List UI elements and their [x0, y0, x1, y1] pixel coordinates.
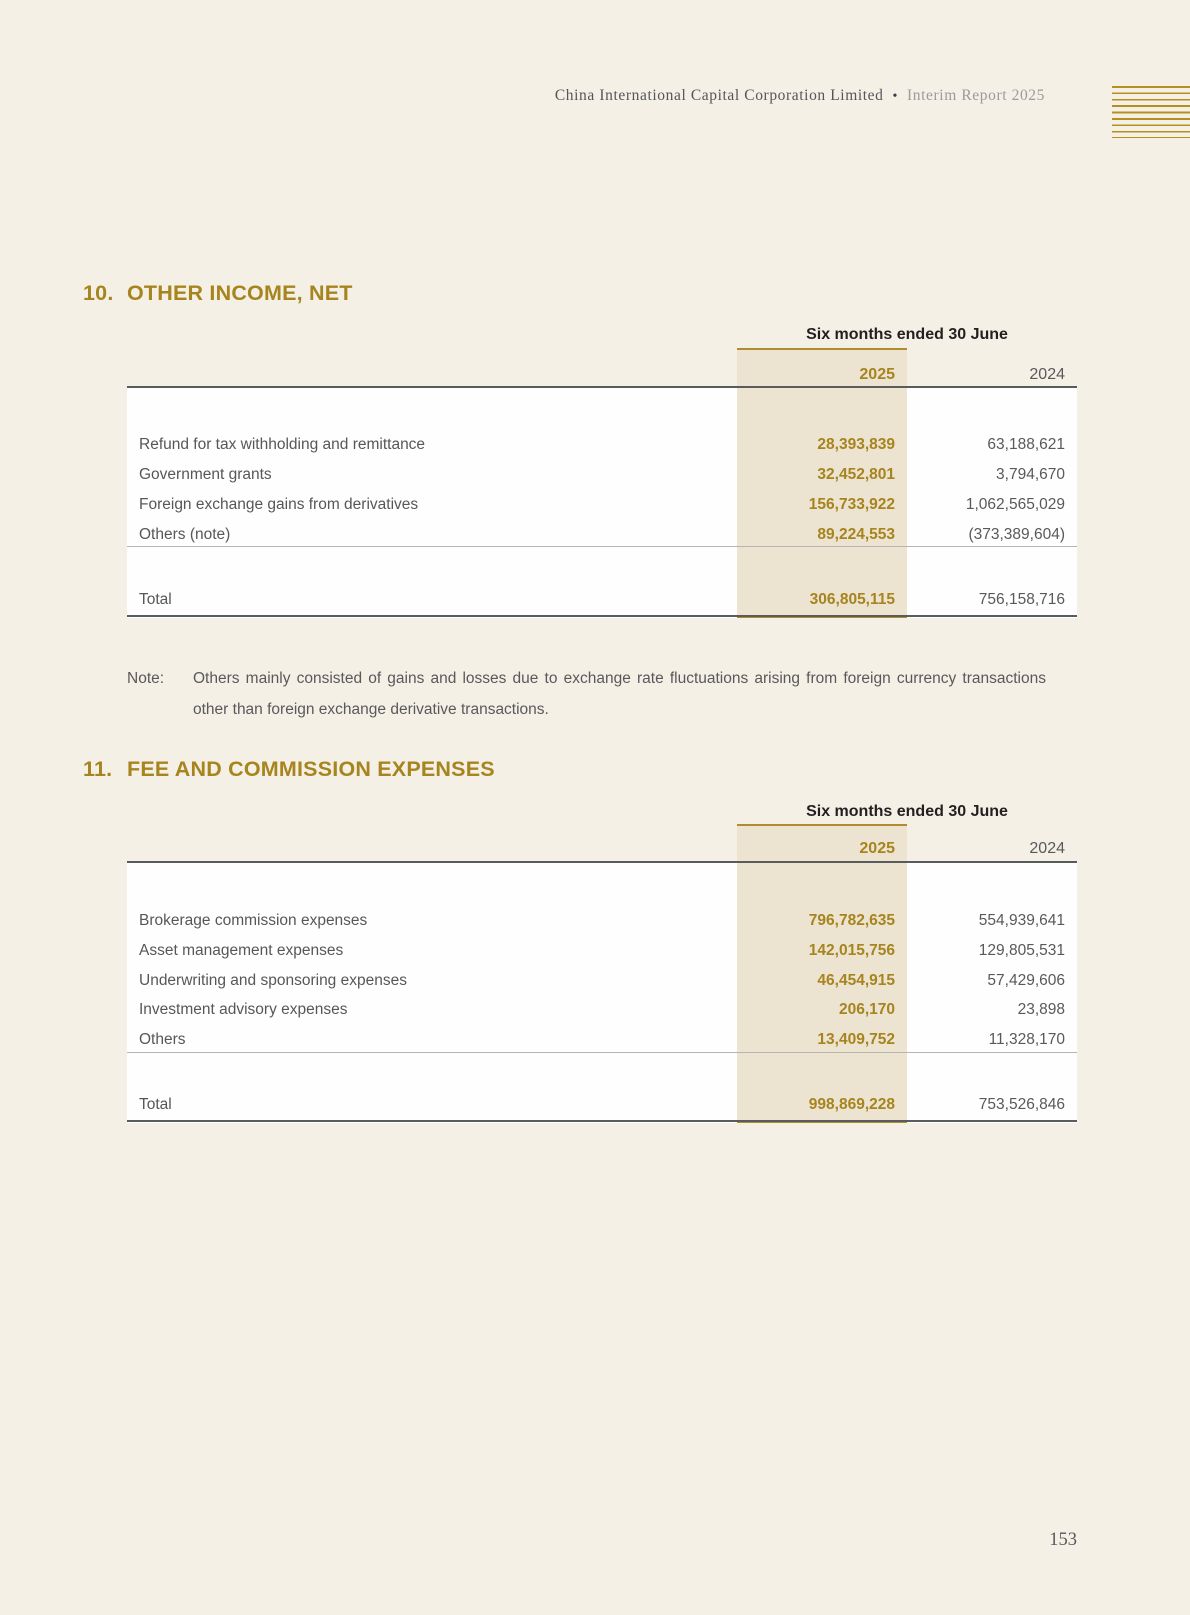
table-row	[127, 430, 1077, 460]
table-bottom-rule	[127, 615, 1077, 617]
row-value-2025: 142,015,756	[808, 942, 895, 959]
row-label: Others (note)	[139, 526, 231, 543]
row-label: Government grants	[139, 466, 272, 483]
row-value-2025: 89,224,553	[817, 526, 895, 543]
section-11-title: FEE AND COMMISSION EXPENSES	[127, 757, 495, 781]
section-11-number: 11.	[83, 757, 113, 781]
row-label: Others	[139, 1031, 186, 1048]
row-label: Investment advisory expenses	[139, 1001, 348, 1018]
row-value-2024: 63,188,621	[987, 436, 1065, 453]
note-text: Others mainly consisted of gains and losses due to exchange rate fluctuations arising from foreign currency transactions other than foreign exchange derivative transactions.	[193, 670, 1046, 718]
row-label: Refund for tax withholding and remittance	[139, 436, 426, 453]
row-value-2025: 28,393,839	[817, 436, 895, 453]
row-value-2024: 57,429,606	[987, 972, 1065, 989]
column-header-2024: 2024	[1029, 366, 1065, 383]
total-value-2025: 998,869,228	[808, 1096, 895, 1113]
table-row	[127, 460, 1077, 490]
year-header-row	[127, 365, 1077, 385]
table-row	[127, 1025, 1077, 1055]
row-value-2025: 156,733,922	[808, 496, 895, 513]
page-header	[0, 87, 1045, 105]
section-10-heading	[83, 280, 353, 306]
row-value-2025: 46,454,915	[817, 972, 895, 989]
table-row	[127, 966, 1077, 996]
row-value-2025: 796,782,635	[808, 912, 895, 929]
column-header-2025: 2025	[859, 840, 895, 857]
fee-commission-table	[127, 802, 1077, 1123]
total-label: Total	[139, 1096, 172, 1113]
row-value-2024: 11,328,170	[988, 1031, 1065, 1048]
total-value-2024: 753,526,846	[978, 1096, 1065, 1113]
row-value-2025: 13,409,752	[817, 1031, 895, 1048]
row-value-2024: 23,898	[1017, 1001, 1065, 1018]
year-header-row	[127, 839, 1077, 859]
row-value-2024: 554,939,641	[978, 912, 1065, 929]
table-top-rule	[127, 386, 1077, 388]
row-label: Asset management expenses	[139, 942, 344, 959]
row-value-2025: 206,170	[838, 1001, 895, 1018]
table-top-rule	[127, 861, 1077, 863]
row-value-2024: 129,805,531	[978, 942, 1065, 959]
total-label: Total	[139, 591, 172, 608]
page-number: 153	[1049, 1530, 1077, 1550]
period-header: Six months ended 30 June	[806, 803, 1008, 820]
section-10-title: OTHER INCOME, NET	[127, 281, 353, 305]
total-value-2025: 306,805,115	[809, 591, 895, 608]
cicc-stripes-logo-icon	[1112, 86, 1190, 138]
table-row	[127, 490, 1077, 520]
note-block	[127, 663, 1046, 725]
total-value-2024: 756,158,716	[978, 591, 1065, 608]
company-name: China International Capital Corporation Limited	[554, 87, 884, 104]
row-value-2024: 3,794,670	[996, 466, 1065, 483]
report-title: Interim Report 2025	[907, 87, 1045, 104]
header-bullet-separator: •	[892, 89, 899, 104]
table-total-row	[127, 585, 1077, 615]
table-total-row	[127, 1090, 1077, 1120]
row-label: Brokerage commission expenses	[139, 912, 368, 929]
table-row	[127, 936, 1077, 966]
table-row	[127, 995, 1077, 1025]
period-header: Six months ended 30 June	[806, 326, 1008, 343]
other-income-table	[127, 325, 1077, 618]
row-value-2024: (373,389,604)	[968, 526, 1065, 543]
column-header-2024: 2024	[1029, 840, 1065, 857]
table-row	[127, 906, 1077, 936]
section-11-heading	[83, 756, 495, 782]
table-row	[127, 520, 1077, 550]
section-10-number: 10.	[83, 281, 114, 305]
column-header-2025: 2025	[859, 366, 895, 383]
row-value-2024: 1,062,565,029	[965, 496, 1065, 513]
note-label: Note:	[127, 670, 165, 687]
table-bottom-rule	[127, 1120, 1077, 1122]
row-label: Foreign exchange gains from derivatives	[139, 496, 419, 513]
row-label: Underwriting and sponsoring expenses	[139, 972, 407, 989]
row-value-2025: 32,452,801	[817, 466, 895, 483]
